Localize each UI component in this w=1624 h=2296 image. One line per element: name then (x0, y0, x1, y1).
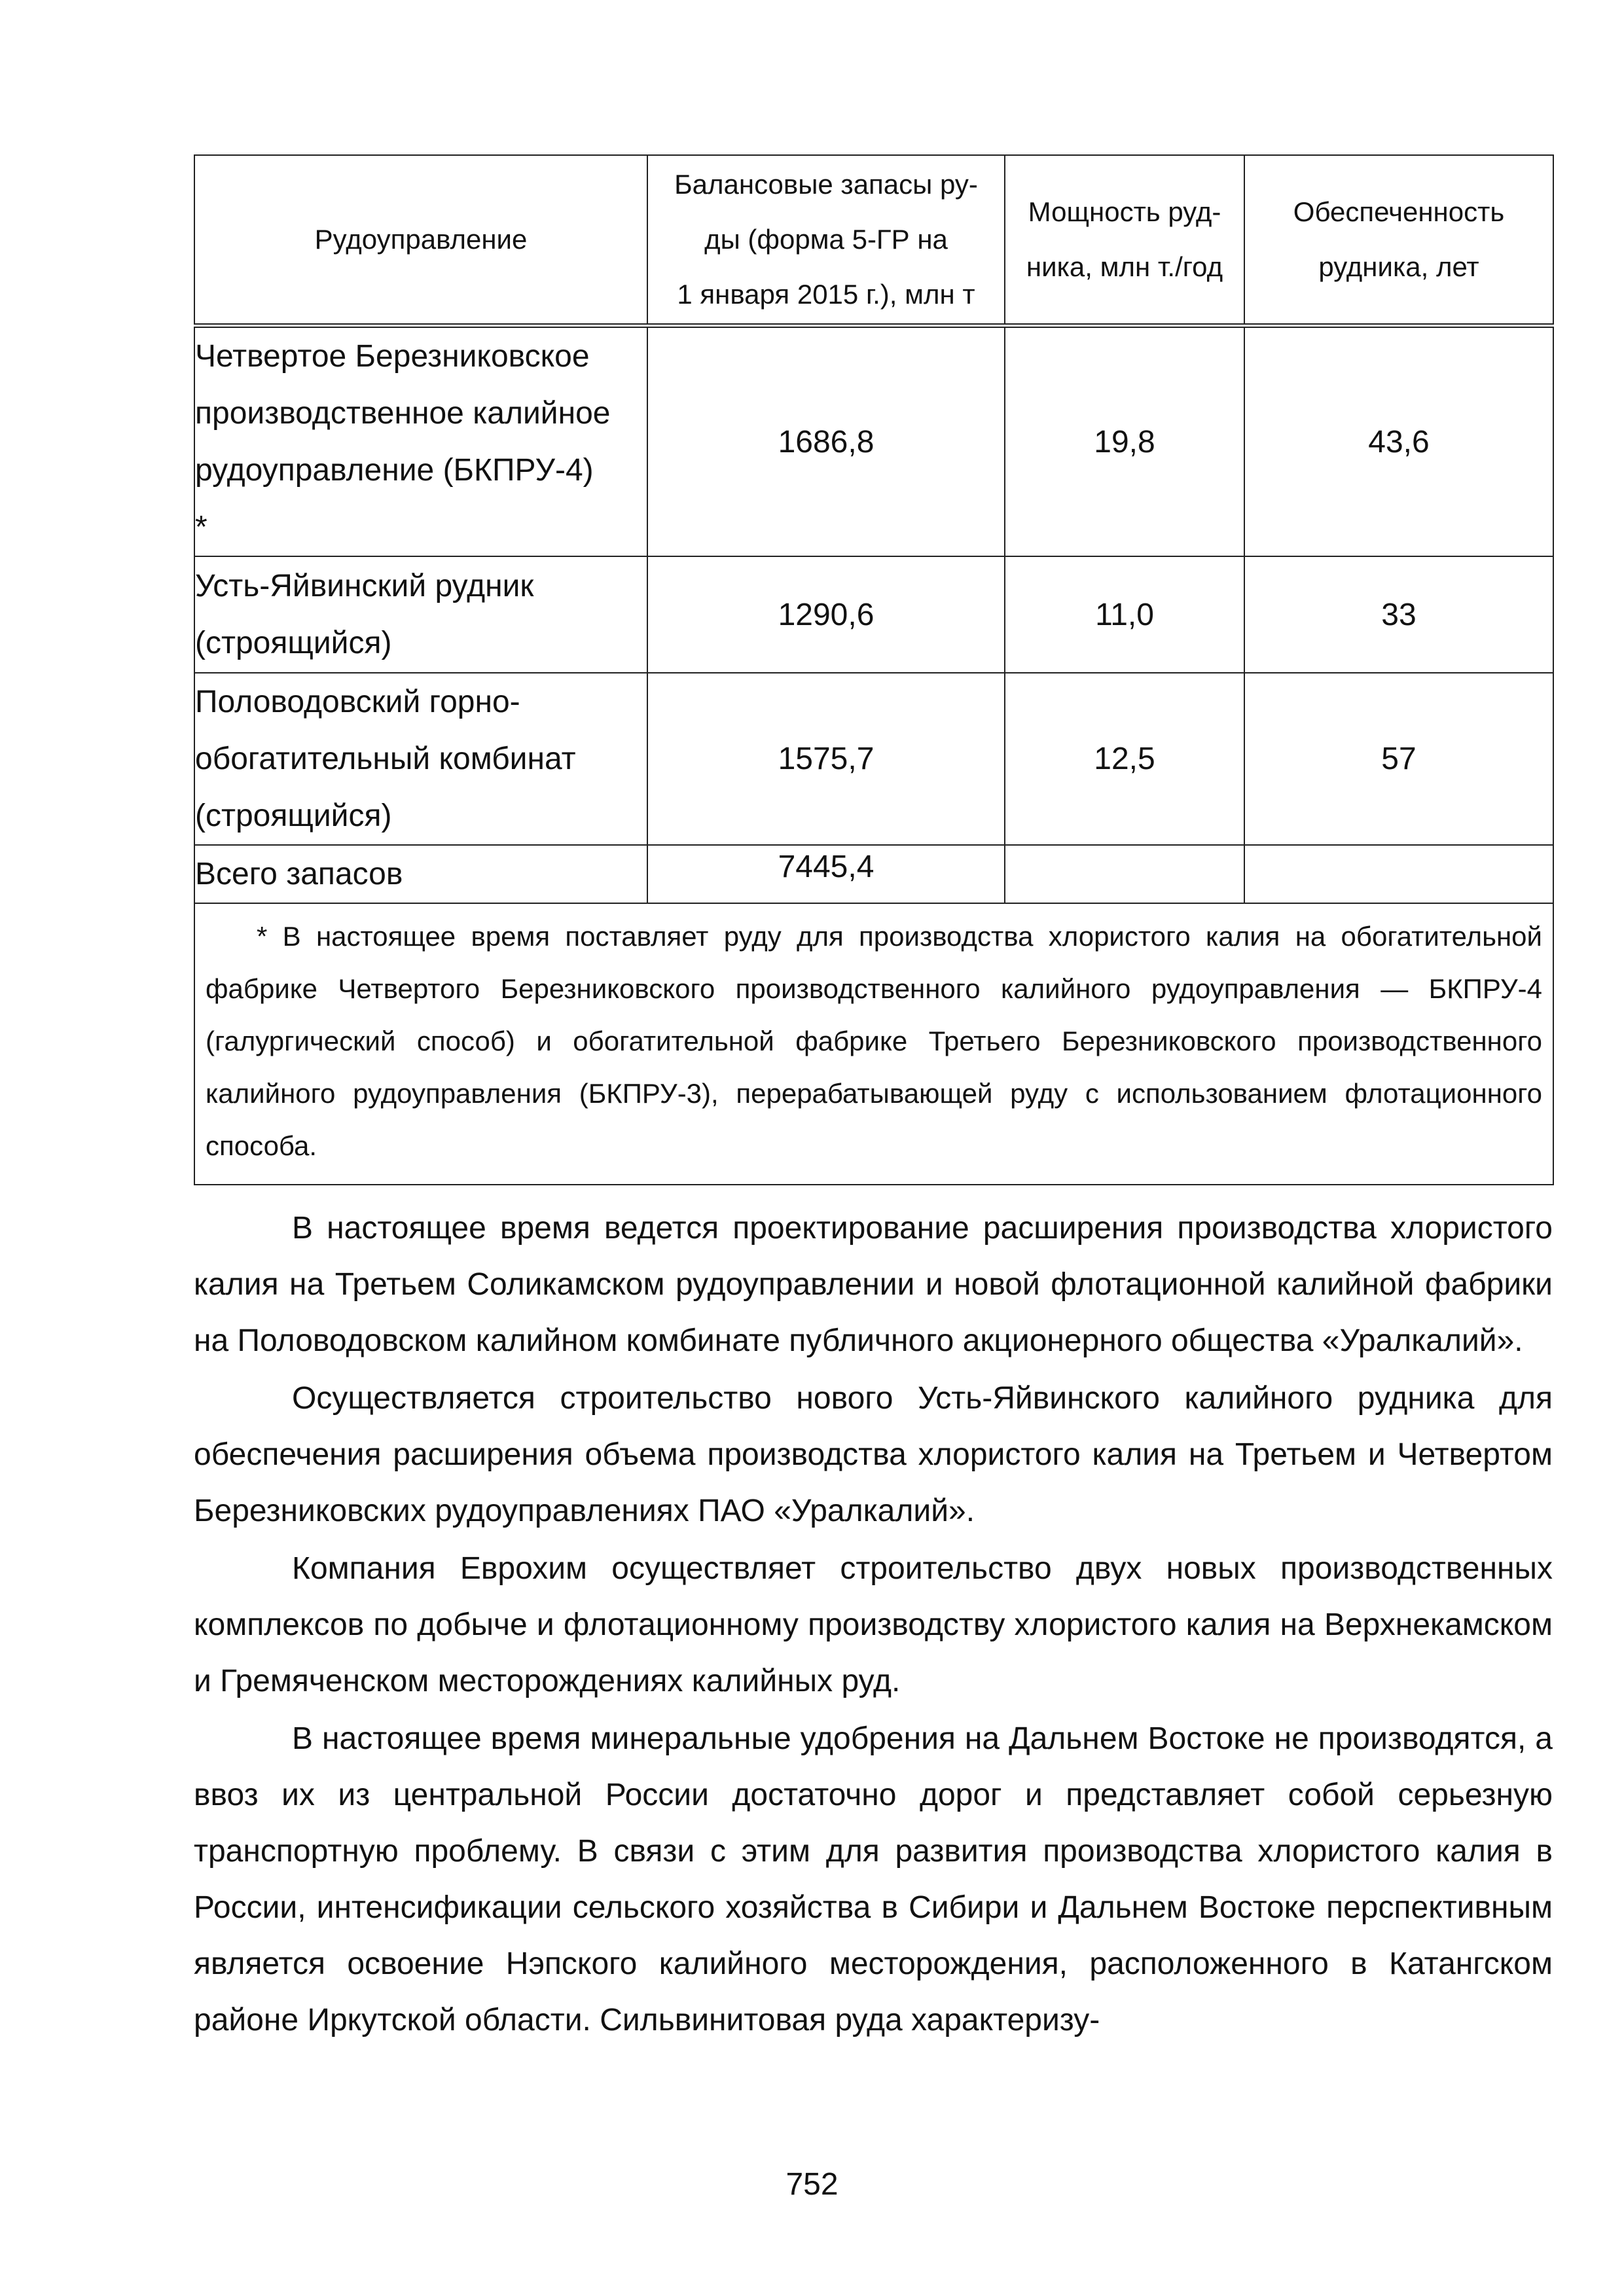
years-cell: 33 (1244, 556, 1553, 673)
reserves-cell: 1290,6 (647, 556, 1005, 673)
paragraph: В настоящее время минеральные удобрения на Дальнем Востоке не производятся, а ввоз их из центральной России достаточно дорог и представляет собой серьезную транспортную проблему. В связи с этим для развития производства хлористого калия в России, интенсификации сельского хозяйства в Сибири и Дальнем Востоке перспективным является освоение Нэпского калийного месторождения, расположенного в Катангском районе Иркутской области. Сильвинитовая руда характеризу- (194, 1721, 1553, 2037)
header-text: рудника, лет (1318, 251, 1479, 282)
page-number: 752 (785, 2167, 839, 2202)
table-total-row (194, 845, 1553, 903)
capacity-cell: 19,8 (1005, 326, 1244, 557)
row-name-line: производственное калийное (195, 396, 611, 431)
reserves-cell: 1686,8 (647, 326, 1005, 557)
total-capacity-cell (1005, 845, 1244, 903)
row-name-line: рудоуправление (БКПРУ-4) (195, 453, 594, 488)
row-name-line: Усть-Яйвинский рудник (195, 569, 534, 603)
row-name-line: (строящийся) (195, 626, 392, 660)
header-text: 1 января 2015 г.), млн т (677, 279, 975, 310)
paragraph: В настоящее время ведется проектирование расширения производства хлористого калия на Третьем Соликамском рудоуправлении и новой флотационной калийной фабрики на Половодовском калийном комбинате публичного акционерного общества «Уралкалий». (194, 1211, 1553, 1358)
footnote-text: * В настоящее время поставляет руду для производства хлористого калия на обогатительной фабрике Четвертого Березниковского производственного калийного рудоуправления — БКПРУ-4 (галургический способ) и обогатительной фабрике Третьего Березниковского производственного калийного рудоуправления (БКПРУ-3), перерабатывающей руду с использованием флотационного способа. (206, 921, 1542, 1161)
header-cell-capacity (1005, 155, 1244, 326)
capacity-cell: 11,0 (1005, 556, 1244, 673)
header-cell-reserves (647, 155, 1005, 326)
header-text: Обеспеченность (1293, 196, 1505, 227)
footnote-cell (194, 903, 1553, 1185)
table-header-row (194, 155, 1553, 326)
row-name-cell (194, 673, 647, 845)
row-name-cell (194, 326, 647, 557)
header-text: ды (форма 5-ГР на (704, 224, 948, 255)
row-name-cell (194, 556, 647, 673)
capacity-cell: 12,5 (1005, 673, 1244, 845)
header-cell-management (194, 155, 647, 326)
total-reserves-cell: 7445,4 (647, 845, 1005, 903)
row-name-line: обогатительный комбинат (195, 742, 576, 776)
row-name-line: Половодовский горно- (195, 685, 520, 719)
table-row (194, 556, 1553, 673)
row-name-line: * (195, 510, 208, 545)
reserves-cell: 1575,7 (647, 673, 1005, 845)
table-footnote-row (194, 903, 1553, 1185)
years-cell: 43,6 (1244, 326, 1553, 557)
table-row (194, 326, 1553, 557)
paragraph: Компания Еврохим осуществляет строительство двух новых производственных комплексов по добыче и флотационному производству хлористого калия на Верхнекамском и Гремяченском месторождениях калийных руд. (194, 1551, 1553, 1698)
header-cell-years (1244, 155, 1553, 326)
row-name-line: Четвертое Березниковское (195, 339, 590, 374)
table-row (194, 673, 1553, 845)
header-text: Рудоуправление (314, 224, 528, 255)
reserves-table (194, 154, 1554, 1185)
header-text: ника, млн т./год (1026, 251, 1223, 282)
header-text: Мощность руд- (1028, 196, 1221, 227)
years-cell: 57 (1244, 673, 1553, 845)
total-years-cell (1244, 845, 1553, 903)
paragraph: Осуществляется строительство нового Усть-Яйвинского калийного рудника для обеспечения расширения объема производства хлористого калия на Третьем и Четвертом Березниковских рудоуправлениях ПАО «Уралкалий». (194, 1381, 1553, 1528)
total-label-cell: Всего запасов (194, 845, 647, 903)
body-text (194, 1200, 1553, 2049)
header-text: Балансовые запасы ру- (674, 169, 978, 200)
row-name-line: (строящийся) (195, 798, 392, 833)
